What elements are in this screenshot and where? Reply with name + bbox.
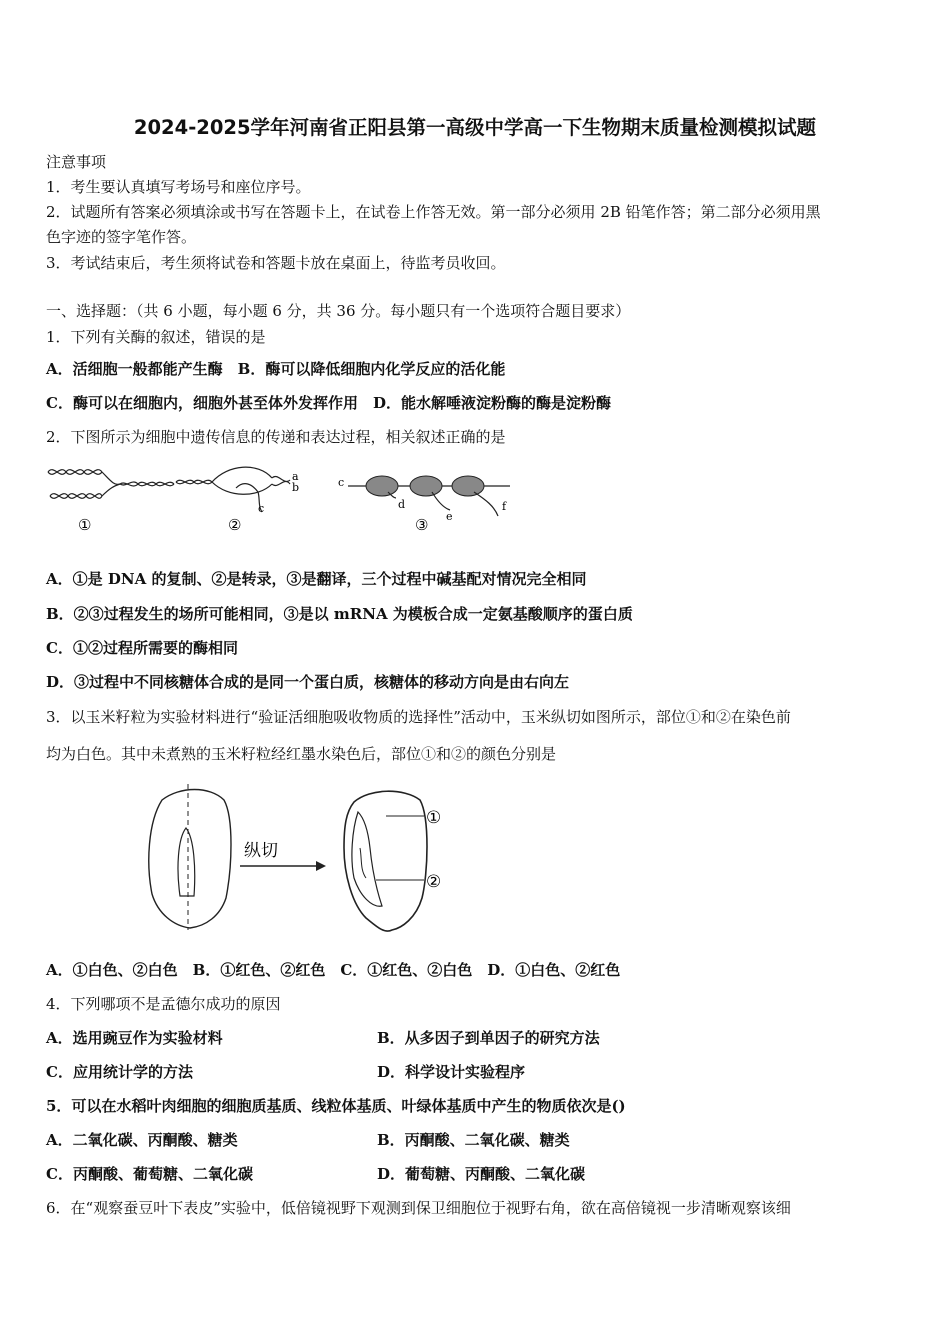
fig-label-b: b: [292, 481, 300, 494]
q2-figure: [40, 458, 520, 540]
q3-stem-line2: 均为白色。其中未煮熟的玉米籽粒经红墨水染色后，部位①和②的颜色分别是: [46, 745, 557, 763]
q5-options-cd: [46, 1163, 906, 1185]
notice-item-2: 2．试题所有答案必须填涂或书写在答题卡上，在试卷上作答无效。第一部分必须用 2B 铅笔作答；第二部分必须用黑: [46, 203, 821, 221]
corn-kernel-whole: [149, 790, 231, 929]
q2-option-b: B．②③过程发生的场所可能相同，③是以 mRNA 为模板合成一定氨基酸顺序的蛋白质: [46, 605, 633, 623]
q4-option-b: B．从多因子到单因子的研究方法: [377, 1029, 600, 1047]
section1-heading: 一、选择题：（共 6 小题，每小题 6 分，共 36 分。每小题只有一个选项符合题目要求）: [46, 302, 631, 320]
q5-option-b: B．丙酮酸、二氧化碳、糖类: [377, 1131, 570, 1149]
q5-stem: 5．可以在水稻叶肉细胞的细胞质基质、线粒体基质、叶绿体基质中产生的物质依次是(): [46, 1097, 626, 1115]
fig-label-d: d: [398, 498, 406, 511]
fig-label-a: a: [292, 470, 299, 483]
fig-label-f: f: [502, 500, 507, 513]
q2-option-c: C．①②过程所需要的酶相同: [46, 639, 238, 657]
q2-option-a: A．①是 DNA 的复制、②是转录，③是翻译，三个过程中碱基配对情况完全相同: [46, 570, 587, 588]
fig-label-e: e: [446, 510, 453, 523]
q4-option-a: A．选用豌豆作为实验材料: [46, 1029, 223, 1047]
q2-option-d: D．③过程中不同核糖体合成的是同一个蛋白质，核糖体的移动方向是由右向左: [46, 673, 570, 691]
q3-options: A．①白色、②白色 B．①红色、②红色 C．①红色、②白色 D．①白色、②红色: [46, 961, 621, 979]
q3-figure: [140, 778, 460, 938]
fig-label-c: c: [258, 502, 265, 515]
q6-stem: 6．在“观察蚕豆叶下表皮”实验中，低倍镜视野下观测到保卫细胞位于视野右角，欲在高倍镜视一步清晰观察该细: [46, 1199, 791, 1217]
fig-label-3: ③: [415, 516, 429, 534]
q4-stem: 4．下列哪项不是孟德尔成功的原因: [46, 995, 281, 1013]
q1-stem: 1．下列有关酶的叙述，错误的是: [46, 328, 266, 346]
transcription-diagram: [176, 467, 290, 512]
notice-heading: 注意事项: [46, 153, 107, 171]
page-title: 2024-2025学年河南省正阳县第一高级中学高一下生物期末质量检测模拟试题: [133, 116, 817, 139]
q5-option-d: D．葡萄糖、丙酮酸、二氧化碳: [377, 1165, 586, 1183]
notice-item-1: 1．考生要认真填写考场号和座位序号。: [46, 178, 311, 196]
ribosome-1: [366, 476, 398, 496]
q2-stem: 2．下图所示为细胞中遗传信息的传递和表达过程，相关叙述正确的是: [46, 428, 506, 446]
q1-options-cd: C．酶可以在细胞内，细胞外甚至体外发挥作用 D．能水解唾液淀粉酶的酶是淀粉酶: [46, 394, 611, 412]
q4-option-c: C．应用统计学的方法: [46, 1063, 193, 1081]
q4-options-ab: [46, 1027, 906, 1049]
part-label-1: ①: [426, 808, 442, 828]
q4-options-cd: [46, 1061, 906, 1083]
notice-item-3: 3．考试结束后，考生须将试卷和答题卡放在桌面上，待监考员收回。: [46, 254, 506, 272]
part-label-2: ②: [426, 872, 442, 892]
arrow-label: 纵切: [244, 841, 278, 861]
ribosome-3: [452, 476, 484, 496]
q5-options-ab: [46, 1129, 906, 1151]
q5-option-a: A．二氧化碳、丙酮酸、糖类: [46, 1131, 238, 1149]
translation-diagram: [348, 476, 510, 516]
fig-label-2: ②: [228, 516, 242, 534]
q1-options-ab: A．活细胞一般都能产生酶 B．酶可以降低细胞内化学反应的活化能: [46, 360, 506, 378]
notice-item-2-cont: 色字迹的签字笔作答。: [46, 228, 197, 246]
ribosome-2: [410, 476, 442, 496]
q3-stem-line1: 3．以玉米籽粒为实验材料进行“验证活细胞吸收物质的选择性”活动中，玉米纵切如图所示，部位①和②在染色前: [46, 708, 791, 726]
replication-diagram: [48, 470, 174, 499]
fig-label-c3: c: [338, 476, 345, 489]
q5-option-c: C．丙酮酸、葡萄糖、二氧化碳: [46, 1165, 253, 1183]
fig-label-1: ①: [78, 516, 92, 534]
q4-option-d: D．科学设计实验程序: [377, 1063, 526, 1081]
corn-kernel-cut: [344, 791, 427, 931]
